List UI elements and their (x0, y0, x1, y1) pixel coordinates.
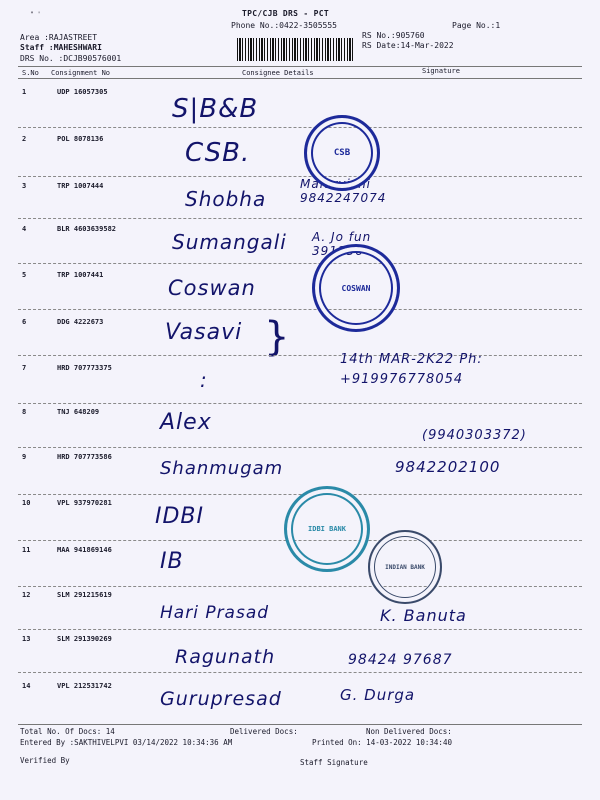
row-consignee-handwritten: Coswan (168, 276, 256, 300)
row-sno: 4 (22, 225, 27, 233)
row-consignee-handwritten: Shobha (185, 187, 267, 211)
total-docs: Total No. Of Docs: 14 (20, 727, 115, 736)
row-consignment: SLM 291390269 (57, 635, 112, 643)
rs-number: RS No.:905760 (362, 31, 425, 40)
row-signature: 9842202100 (395, 458, 501, 476)
idbi-stamp (284, 486, 370, 572)
col-sno: S.No (22, 69, 39, 77)
row-sno: 1 (22, 88, 27, 96)
row-divider (18, 586, 582, 587)
row-consignment: MAA 941869146 (57, 546, 112, 554)
row-consignment: TNJ 648209 (57, 408, 100, 416)
header-rule-top (18, 66, 582, 67)
row-consignee-handwritten: IDBI (155, 504, 205, 529)
row-divider (18, 309, 582, 310)
delivered-docs: Delivered Docs: (230, 727, 298, 736)
indian-bank-stamp-text: INDIAN BANK (385, 563, 425, 571)
doc-title: TPC/CJB DRS - PCT (242, 9, 329, 18)
brace-mark: } (264, 314, 291, 360)
row-divider (18, 127, 582, 128)
row-sno: 6 (22, 318, 27, 326)
non-delivered-docs: Non Delivered Docs: (366, 727, 452, 736)
rs-date: RS Date:14-Mar-2022 (362, 41, 454, 50)
row-divider (18, 403, 582, 404)
row-signature: K. Banuta (380, 606, 467, 625)
phone-number: Phone No.:0422-3505555 (231, 21, 337, 30)
row-signature: 98424 97687 (348, 652, 453, 668)
row-consignee-handwritten: Hari Prasad (160, 603, 270, 623)
row-consignee-handwritten: Vasavi (165, 320, 243, 345)
footer-rule (18, 724, 582, 725)
row-consignee-handwritten: Gurupresad (160, 688, 282, 710)
verified-by: Verified By (20, 756, 70, 765)
row-sno: 12 (22, 591, 31, 599)
staff-label: Staff :MAHESHWARI (20, 43, 102, 52)
indian-bank-stamp (368, 530, 442, 604)
row-sno: 14 (22, 682, 31, 690)
row-sno: 11 (22, 546, 31, 554)
coswan-stamp (312, 244, 400, 332)
row-sno: 3 (22, 182, 27, 190)
row-consignment: BLR 4603639582 (57, 225, 117, 233)
row-divider (18, 672, 582, 673)
row-divider (18, 447, 582, 448)
col-signature: Signature (422, 67, 460, 75)
row-signature: 14th MAR-2K22 Ph: +919976778054 (340, 352, 483, 387)
ditto-mark: " ' (30, 11, 41, 18)
entered-by: Entered By :SAKTHIVELPVI 03/14/2022 10:34:36 AM (20, 738, 233, 747)
row-consignee-handwritten: Shanmugam (160, 458, 284, 479)
col-consignee: Consignee Details (242, 69, 314, 77)
row-signature: A. Jo fun 391256 (312, 230, 372, 258)
staff-signature-label: Staff Signature (300, 758, 368, 767)
row-consignment: TRP 1007444 (57, 182, 104, 190)
row-sno: 7 (22, 364, 27, 372)
row-consignment: TRP 1007441 (57, 271, 104, 279)
row-consignee-handwritten: CSB. (185, 138, 251, 168)
row-sno: 2 (22, 135, 27, 143)
page-number: Page No.:1 (452, 21, 501, 30)
row-consignment: HRD 707773375 (57, 364, 112, 372)
row-sno: 8 (22, 408, 27, 416)
csb-stamp-text: CSB (333, 148, 351, 158)
row-signature: G. Durga (340, 686, 416, 704)
printed-on: Printed On: 14-03-2022 10:34:40 (312, 738, 452, 747)
row-consignee-handwritten: : (200, 368, 208, 392)
row-divider (18, 218, 582, 219)
idbi-stamp-text: IDBI BANK (308, 525, 346, 533)
row-sno: 10 (22, 499, 31, 507)
row-sno: 9 (22, 453, 27, 461)
row-consignment: UDP 16057305 (57, 88, 108, 96)
row-consignment: HRD 707773586 (57, 453, 112, 461)
csb-stamp (304, 115, 380, 191)
header-rule-bottom (18, 78, 582, 79)
row-consignment: DDG 4222673 (57, 318, 104, 326)
row-consignee-handwritten: Alex (160, 410, 212, 435)
row-consignee-handwritten: IB (160, 549, 184, 574)
row-divider (18, 629, 582, 630)
area-label: Area :RAJASTREET (20, 33, 98, 42)
coswan-stamp-text: COSWAN (341, 283, 371, 293)
row-consignee-handwritten: Sumangali (172, 230, 287, 254)
row-divider (18, 263, 582, 264)
row-consignment: POL 8078136 (57, 135, 104, 143)
row-signature: (9940303372) (422, 428, 527, 443)
row-sno: 5 (22, 271, 27, 279)
row-sno: 13 (22, 635, 31, 643)
row-signature: Malarvizhi 9842247074 (300, 177, 387, 205)
barcode (237, 38, 354, 61)
col-consignment: Consignment No (51, 69, 111, 77)
row-consignment: VPL 212531742 (57, 682, 112, 690)
row-consignee-handwritten: S|B&B (172, 94, 259, 124)
drs-number: DRS No. :DCJB90576001 (20, 54, 122, 63)
row-consignment: SLM 291215619 (57, 591, 112, 599)
row-consignee-handwritten: Ragunath (175, 646, 276, 668)
row-consignment: VPL 937970281 (57, 499, 112, 507)
